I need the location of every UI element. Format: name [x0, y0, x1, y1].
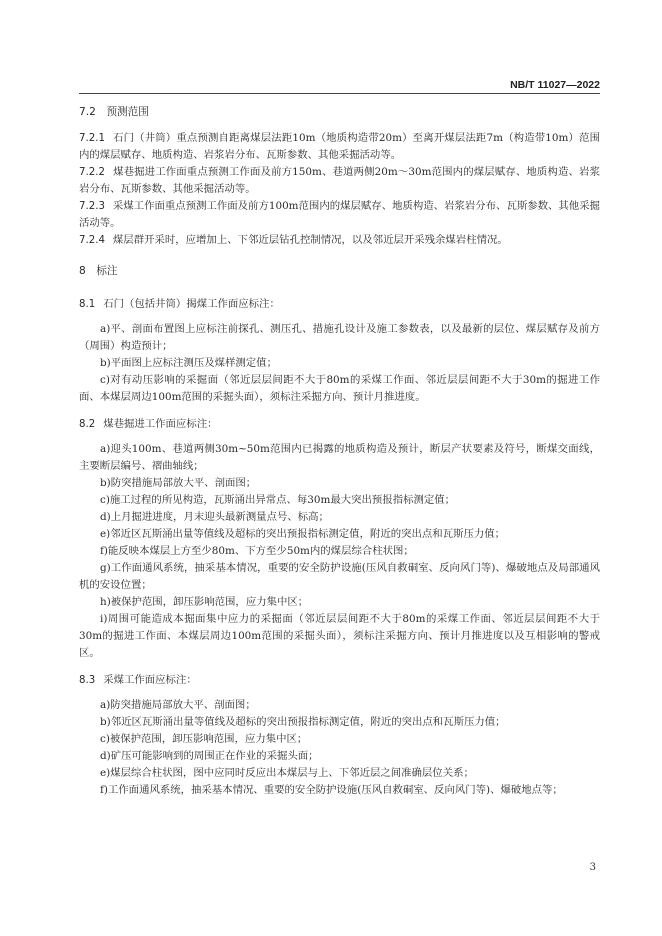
clause-text: 煤层群开采时，应增加上、下邻近层钻孔控制情况，以及邻近层开采残余煤岩柱情况。 — [112, 234, 508, 246]
list-item: e)煤层综合柱状图，图中应同时反应出本煤层与上、下邻近层之间准确层位关系； — [100, 767, 474, 779]
clause-text: 煤巷掘进工作面重点预测工作面及前方150m、巷道两侧20m～30m范围内的煤层赋存、地质构造、岩浆岩分布、瓦斯参数、其他采掘活动等。 — [79, 166, 600, 195]
clause-text: 石门（井筒）重点预测自距离煤层法距10m（地质构造带20m）至离开煤层法距7m（构造带10m）范围内的煤层赋存、地质构造、岩浆岩分布、瓦斯参数、其他采掘活动等。 — [79, 132, 600, 161]
clause-number: 8.1 — [79, 299, 96, 310]
page-number: 3 — [589, 862, 596, 873]
page-content — [79, 104, 600, 799]
list-item: c)施工过程的所见构造，瓦斯涌出异常点、每30m最大突出预报指标测定值； — [100, 494, 456, 506]
clause-7-2-4 — [79, 232, 600, 249]
list-item: d)矿压可能影响到的周围正在作业的采掘头面； — [100, 750, 319, 762]
clause-number: 7.2.2 — [79, 167, 105, 178]
list-item: i)周围可能造成本掘面集中应力的采掘面（邻近层层间距不大于80m的采煤工作面、邻近层层间距不大于30m的掘进工作面、本煤层周边100m范围的采掘头面），须标注采掘方向、预计月推进度以及互相影响的警戒区。 — [79, 613, 600, 659]
clause-text: 石门（包括井筒）揭煤工作面应标注： — [103, 298, 280, 310]
section-8-title: 8 标注 — [79, 265, 118, 277]
clause-7-2-1 — [79, 130, 600, 164]
list-item: b)邻近区瓦斯涌出量等值线及超标的突出预报指标测定值，附近的突出点和瓦斯压力值； — [100, 716, 506, 728]
clause-number: 7.2.4 — [79, 235, 105, 246]
header-rule — [79, 93, 600, 94]
clause-text: 采煤工作面重点预测工作面及前方100m范围内的煤层赋存、地质构造、岩浆岩分布、瓦斯参数、其他采掘活动等。 — [79, 200, 600, 229]
clause-text: 煤巷掘进工作面应标注： — [103, 418, 218, 430]
clause-8-1 — [79, 296, 600, 313]
clause-text: 采煤工作面应标注： — [103, 674, 197, 686]
list-item: c)对有动压影响的采掘面（邻近层层间距不大于80m的采煤工作面、邻近层层间距不大于30m的掘进工作面、本煤层周边100m范围的采掘头面），须标注采掘方向、预计月推进度。 — [79, 374, 600, 403]
document-code: NB/T 11027—2022 — [510, 79, 600, 91]
list-item: h)被保护范围，卸压影响范围，应力集中区； — [100, 596, 309, 608]
list-item: d)上月掘进进度，月末迎头最新测量点号、标高； — [100, 511, 329, 523]
list-item: a)平、剖面布置图上应标注前探孔、测压孔、措施孔设计及施工参数表，以及最新的层位、煤层赋存及前方（周围）构造预计； — [79, 323, 600, 352]
clause-8-3 — [79, 672, 600, 689]
list-item: g)工作面通风系统，抽采基本情况，重要的安全防护设施(压风自救硐室、反向风门等)、爆破地点及局部通风机的安设位置； — [79, 562, 600, 591]
clause-7-2-3 — [79, 198, 600, 232]
list-item: c)被保护范围，卸压影响范围，应力集中区； — [100, 733, 308, 745]
clause-number: 8.3 — [79, 675, 96, 686]
clause-8-2 — [79, 416, 600, 433]
list-item: f)能反映本煤层上方至少80m、下方至少50m内的煤层综合柱状图； — [100, 545, 414, 557]
list-item: a)迎头100m、巷道两侧30m~50m范围内已揭露的地质构造及预计，断层产状要素及符号，断煤交面线，主要断层编号、褶曲轴线； — [79, 443, 600, 472]
list-item: e)邻近区瓦斯涌出量等值线及超标的突出预报指标测定值，附近的突出点和瓦斯压力值； — [100, 528, 506, 540]
list-item: b)平面图上应标注测压及煤样测定值； — [100, 357, 277, 369]
clause-number: 7.2.3 — [79, 201, 105, 212]
clause-number: 8.2 — [79, 419, 96, 430]
section-7-2-title: 7.2 预测范围 — [79, 106, 149, 118]
list-item: b)防突措施局部放大平、剖面图； — [100, 477, 257, 489]
list-item: a)防突措施局部放大平、剖面图； — [100, 699, 256, 711]
clause-7-2-2 — [79, 164, 600, 198]
clause-number: 7.2.1 — [79, 133, 105, 144]
list-item: f)工作面通风系统，抽采基本情况、重要的安全防护设施(压风自救硐室、反向风门等)、爆破地点等； — [100, 784, 563, 796]
